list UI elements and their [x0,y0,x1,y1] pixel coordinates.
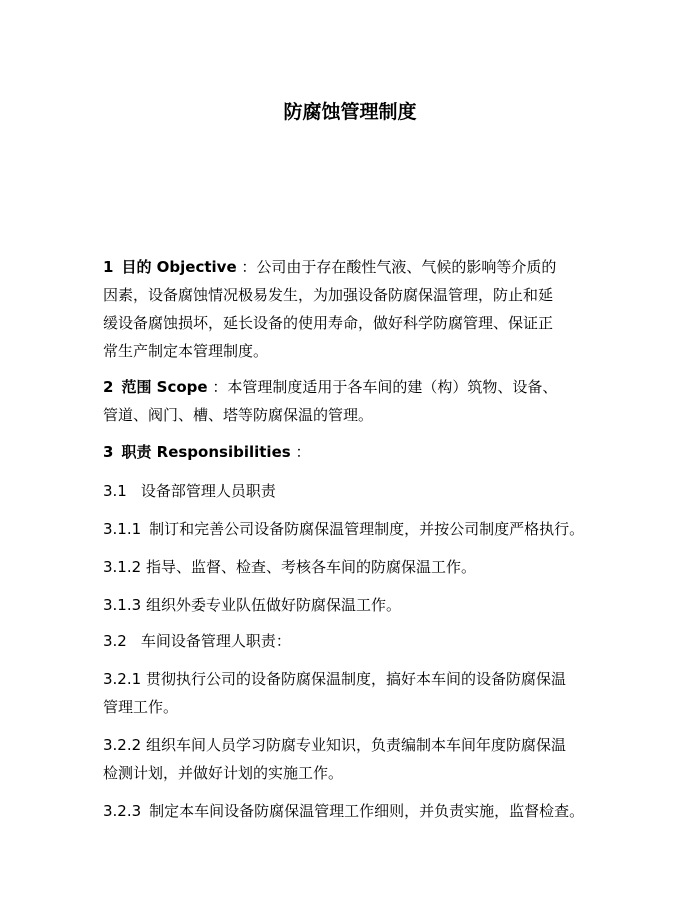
section-scope [103,373,613,429]
item-number: 3.1.2 [103,558,142,576]
item-text: 车间设备管理人职责： [140,632,291,650]
item-text: 指导、监督、检查、考核各车间的防腐保温工作。 [145,558,476,576]
item-3-1-1 [103,515,613,543]
paragraph-text: 公司由于存在酸性气液、气候的影响等介质的 [256,258,557,276]
item-line-2: 检测计划，并做好计划的实施工作。 [103,764,344,782]
item-3-1 [103,477,613,505]
item-text: 组织车间人员学习防腐专业知识，负责编制本车间年度防腐保温 [145,736,566,754]
paragraph-line: 缓设备腐蚀损坏，延长设备的使用寿命，做好科学防腐管理、保证正 [103,314,554,332]
paragraph-line: 常生产制定本管理制度。 [103,342,269,360]
item-3-1-2 [103,553,613,581]
item-3-2-1 [103,665,613,721]
paragraph-text: 本管理制度适用于各车间的建（构）筑物、设备、 [227,378,558,396]
item-text: 制订和完善公司设备防腐保温管理制度，并按公司制度严格执行。 [149,520,585,538]
item-3-1-3 [103,591,613,619]
section-number: 2 [103,378,114,396]
item-3-2-2 [103,731,613,787]
item-3-2-3 [103,797,613,825]
section-heading: 范围 Scope [121,378,208,396]
item-number: 3.1.1 [103,520,142,538]
item-text: 制定本车间设备防腐保温管理工作细则，并负责实施，监督检查。 [149,802,585,820]
item-text: 组织外委专业队伍做好防腐保温工作。 [145,596,401,614]
section-heading: 职责 Responsibilities [121,443,291,461]
section-responsibilities [103,438,613,466]
paragraph-line: 管道、阀门、槽、塔等防腐保温的管理。 [103,406,374,424]
item-text: 设备部管理人员职责 [140,482,276,500]
item-number: 3.1 [103,482,127,500]
section-number: 3 [103,443,114,461]
section-colon: ： [295,443,311,461]
paragraph-line: 因素，设备腐蚀情况极易发生，为加强设备防腐保温管理，防止和延 [103,286,554,304]
item-number: 3.2.2 [103,736,142,754]
item-line-2: 管理工作。 [103,698,179,716]
section-colon: ： [241,258,257,276]
document-title: 防腐蚀管理制度 [283,101,417,123]
item-line-1 [103,731,613,759]
section-number: 1 [103,258,114,276]
item-number: 3.2 [103,632,127,650]
item-line-1 [103,665,613,693]
section-scope-line-1 [103,373,613,401]
item-number: 3.2.1 [103,670,142,688]
item-number: 3.2.3 [103,802,142,820]
item-number: 3.1.3 [103,596,142,614]
section-heading: 目的 Objective [121,258,237,276]
item-text: 贯彻执行公司的设备防腐保温制度，搞好本车间的设备防腐保温 [145,670,566,688]
section-objective-line-1 [103,253,613,281]
section-colon: ： [212,378,228,396]
section-objective [103,253,613,365]
item-3-2 [103,627,613,655]
